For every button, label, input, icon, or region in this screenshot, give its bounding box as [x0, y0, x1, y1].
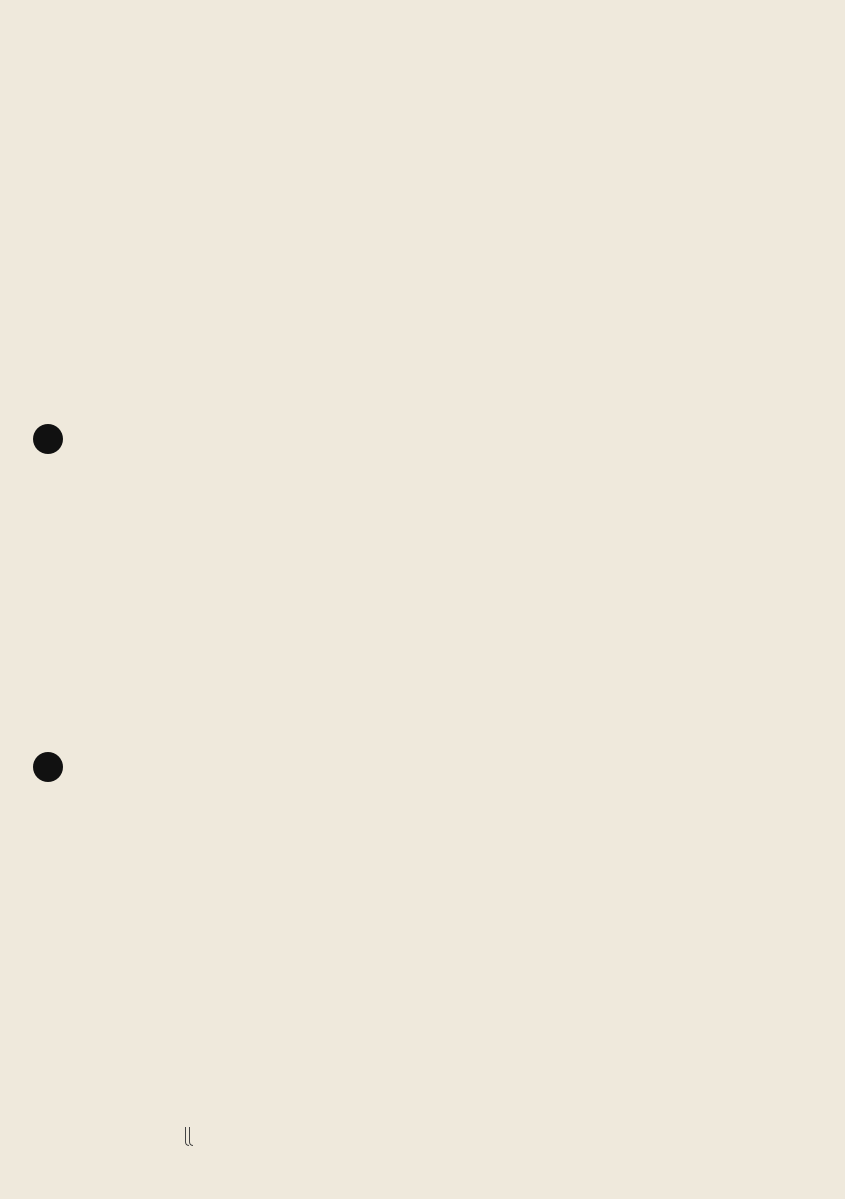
item-14-line-2 — [185, 1126, 193, 1146]
punch-hole-bottom — [33, 752, 63, 782]
punch-hole-top — [33, 424, 63, 454]
handwritten-insert-2 — [189, 1127, 193, 1146]
